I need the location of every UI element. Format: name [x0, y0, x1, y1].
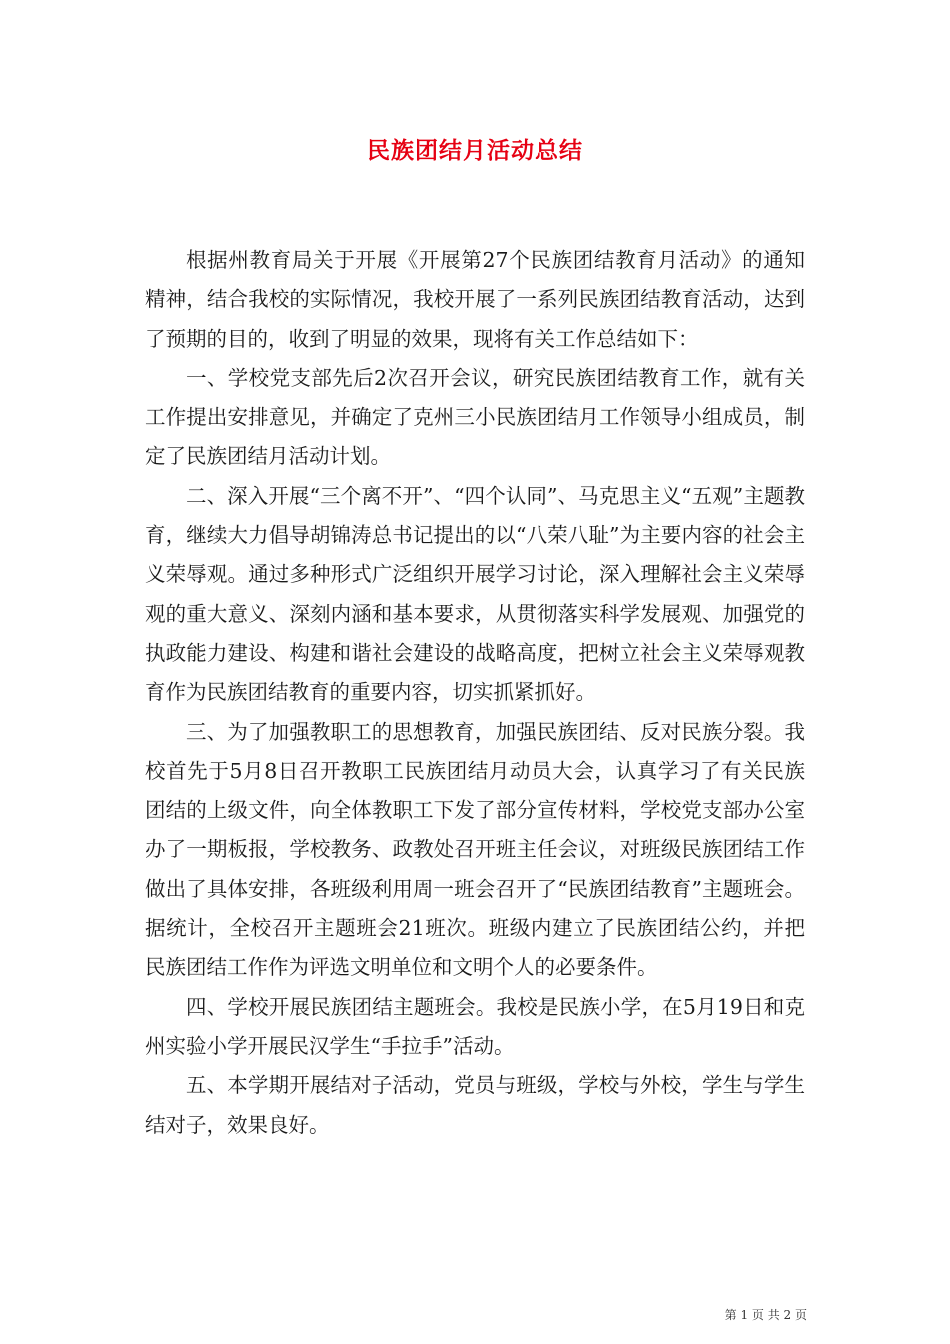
page-number-footer: 第 1 页 共 2 页	[724, 1308, 807, 1322]
paragraph-section-1: 一、学校党支部先后2次召开会议，研究民族团结教育工作，就有关工作提出安排意见，并确定了克州三小民族团结月工作领导小组成员，制定了民族团结月活动计划。	[145, 365, 805, 469]
paragraph-section-2: 二、深入开展“三个离不开”、“四个认同”、马克思主义“五观”主题教育，继续大力倡导胡锦涛总书记提出的以“八荣八耻”为主要内容的社会主义荣辱观。通过多种形式广泛组织开展学习讨论，深入理解社会主义荣辱观的重大意义、深刻内涵和基本要求，从贯彻落实科学发展观、加强党的执政能力建设、构建和谐社会建设的战略高度，把树立社会主义荣辱观教育作为民族团结教育的重要内容，切实抓紧抓好。	[145, 483, 805, 705]
paragraph-section-4: 四、学校开展民族团结主题班会。我校是民族小学，在5月19日和克州实验小学开展民汉学生“手拉手”活动。	[145, 994, 805, 1058]
document-title: 民族团结月活动总结	[367, 137, 583, 164]
paragraph-section-5: 五、本学期开展结对子活动，党员与班级，学校与外校，学生与学生结对子，效果良好。	[145, 1073, 805, 1137]
paragraph-intro: 根据州教育局关于开展《开展第27个民族团结教育月活动》的通知精神，结合我校的实际情况，我校开展了一系列民族团结教育活动，达到了预期的目的，收到了明显的效果，现将有关工作总结如下：	[145, 248, 805, 351]
paragraph-section-3: 三、为了加强教职工的思想教育，加强民族团结、反对民族分裂。我校首先于5月8日召开教职工民族团结月动员大会，认真学习了有关民族团结的上级文件，向全体教职工下发了部分宣传材料，学校党支部办公室办了一期板报，学校教务、政教处召开班主任会议，对班级民族团结工作做出了具体安排，各班级利用周一班会召开了“民族团结教育”主题班会。据统计，全校召开主题班会21班次。班级内建立了民族团结公约，并把民族团结工作作为评选文明单位和文明个人的必要条件。	[145, 719, 805, 980]
document-body	[145, 241, 805, 1145]
